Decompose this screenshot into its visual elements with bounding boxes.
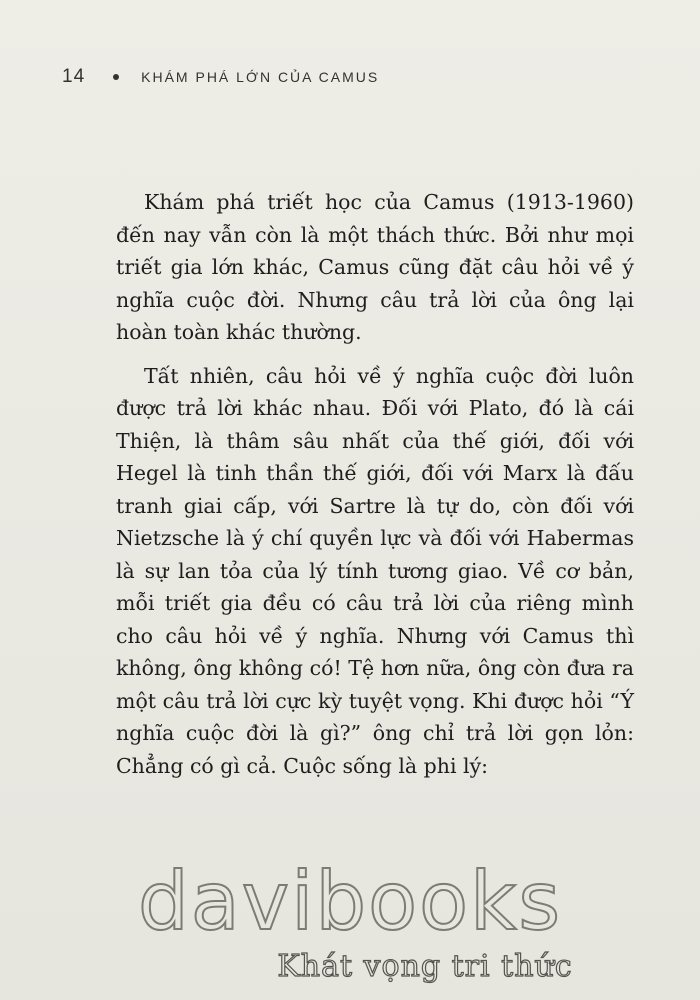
watermark-brand: davibooks [137, 855, 563, 948]
bullet-separator-icon [113, 74, 119, 80]
watermark-tagline: Khát vọng tri thức [277, 949, 573, 984]
page-number: 14 [62, 66, 86, 87]
running-header [62, 64, 660, 90]
paragraph-1: Khám phá triết học của Camus (1913-1960) đến nay vẫn còn là một thách thức. Bởi như mọi triết gia lớn khác, Camus cũng đặt câu hỏi về ý nghĩa cuộc đời. Nhưng câu trả lời của ông lại hoàn toàn khác thường. [116, 190, 634, 344]
paragraph-2: Tất nhiên, câu hỏi về ý nghĩa cuộc đời luôn được trả lời khác nhau. Đối với Plato, đó là cái Thiện, là thâm sâu nhất của thế giới, đối với Hegel là tinh thần thế giới, đối với Marx là đấu tranh giai cấp, với Sartre là tự do, còn đối với Nietzsche là ý chí quyền lực và đối với Habermas là sự lan tỏa của lý tính tương giao. Về cơ bản, mỗi triết gia đều có câu trả lời của riêng mình cho câu hỏi về ý nghĩa. Nhưng với Camus thì không, ông không có! Tệ hơn nữa, ông còn đưa ra một câu trả lời cực kỳ tuyệt vọng. Khi được hỏi “Ý nghĩa cuộc đời là gì?” ông chỉ trả lời gọn lỏn: Chẳng có gì cả. Cuộc sống là phi lý: [116, 363, 634, 778]
running-book-title: KHÁM PHÁ LỚN CỦA CAMUS [141, 69, 380, 85]
body-text [116, 186, 634, 782]
